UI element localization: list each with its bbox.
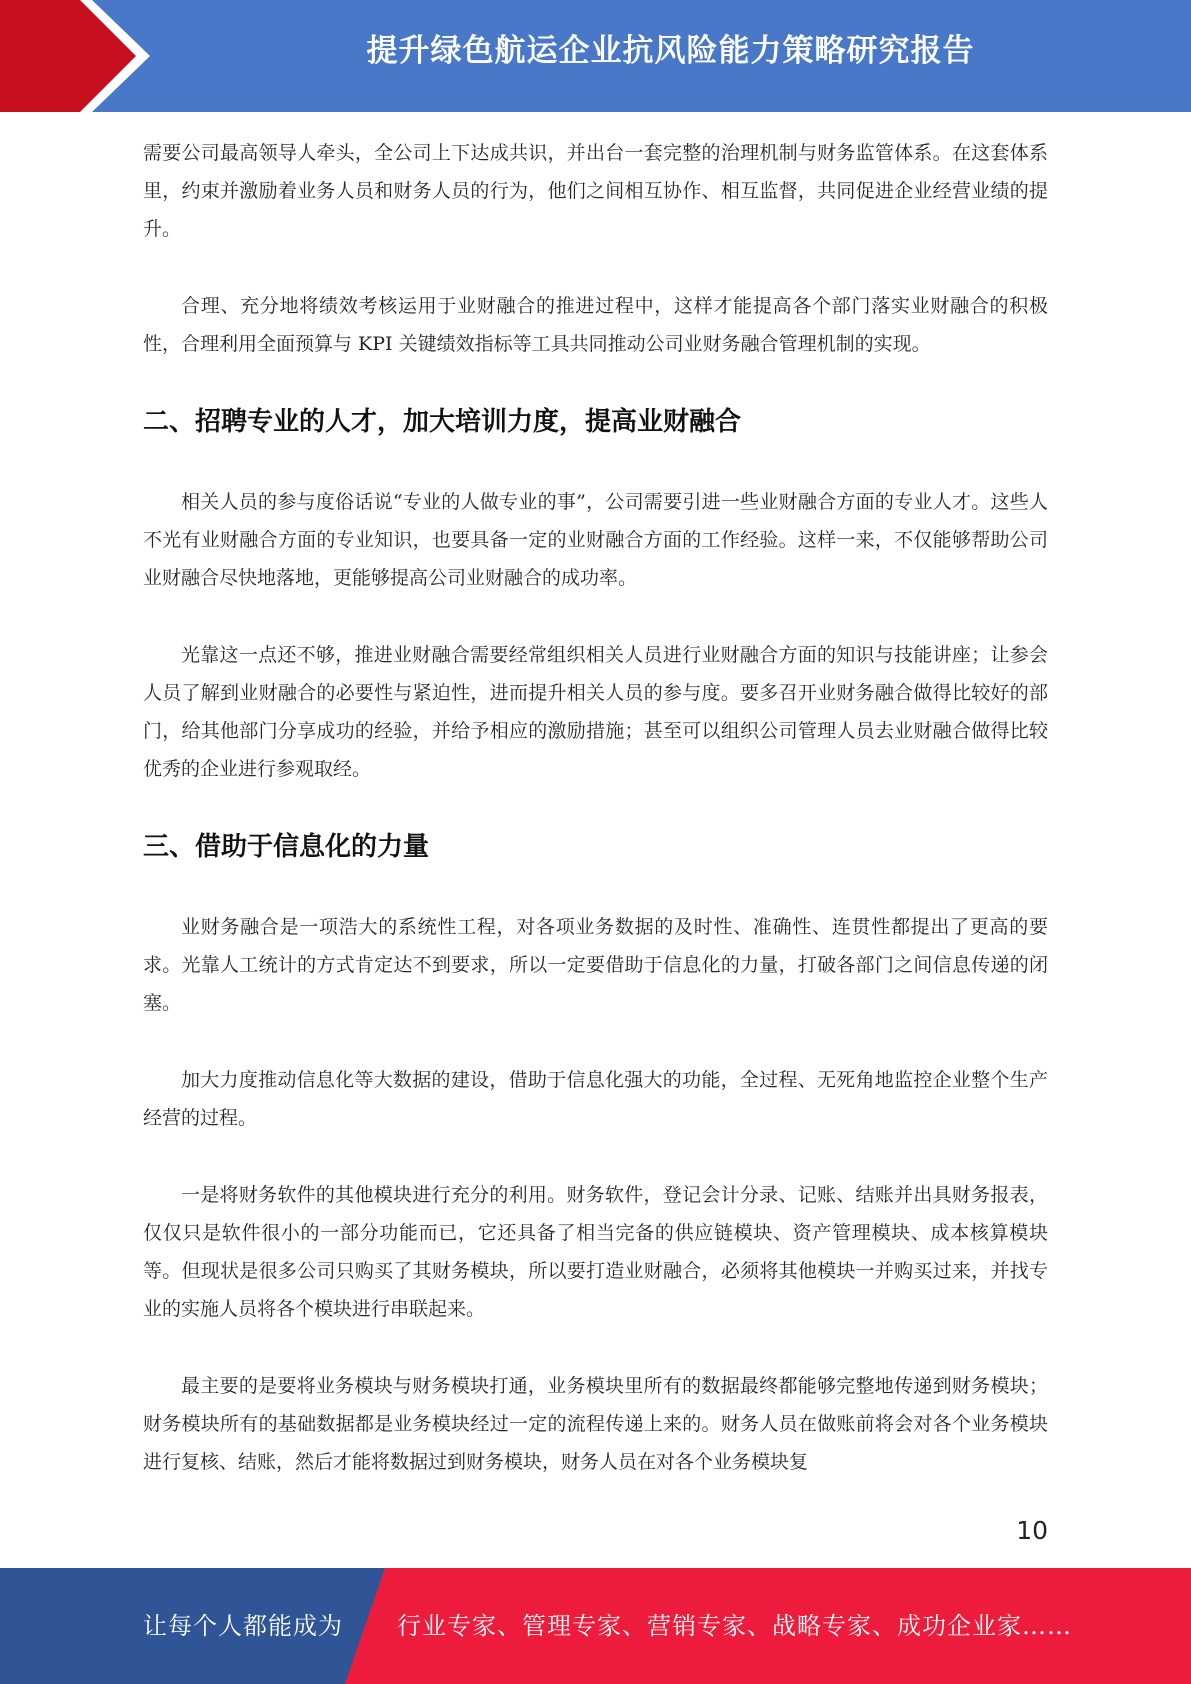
paragraph-1: 需要公司最高领导人牵头，全公司上下达成共识，并出台一套完整的治理机制与财务监管体系。在这套体系里，约束并激励着业务人员和财务人员的行为，他们之间相互协作、相互监督，共同促进企业经营业绩的提升。	[143, 142, 1048, 240]
paragraph-3: 相关人员的参与度俗话说“专业的人做专业的事”，公司需要引进一些业财融合方面的专业人才。这些人不光有业财融合方面的专业知识，也要具备一定的业财融合方面的工作经验。这样一来，不仅能够帮助公司业财融合尽快地落地，更能够提高公司业财融合的成功率。	[143, 491, 1048, 589]
header-chevron-red	[0, 0, 136, 112]
paragraph-4: 光靠这一点还不够，推进业财融合需要经常组织相关人员进行业财融合方面的知识与技能讲座；让参会人员了解到业财融合的必要性与紧迫性，进而提升相关人员的参与度。要多召开业财务融合做得比较好的部门，给其他部门分享成功的经验，并给予相应的激励措施；甚至可以组织公司管理人员去业财融合做得比较优秀的企业进行参观取经。	[143, 644, 1048, 780]
page-footer	[0, 1568, 1191, 1684]
document-title: 提升绿色航运企业抗风险能力策略研究报告	[366, 33, 975, 69]
footer-slogan-right: 行业专家、管理专家、营销专家、战略专家、成功企业家……	[397, 1612, 1072, 1640]
paragraph-6: 加大力度推动信息化等大数据的建设，借助于信息化强大的功能，全过程、无死角地监控企业整个生产经营的过程。	[143, 1069, 1048, 1129]
page-header	[0, 0, 1191, 112]
paragraph-2: 合理、充分地将绩效考核运用于业财融合的推进过程中，这样才能提高各个部门落实业财融合的积极性，合理利用全面预算与 KPI 关键绩效指标等工具共同推动公司业财务融合管理机制的实现。	[143, 295, 1048, 355]
section-heading-3: 三、借助于信息化的力量	[143, 832, 430, 862]
footer-slogan-left: 让每个人都能成为	[143, 1612, 343, 1640]
paragraph-7: 一是将财务软件的其他模块进行充分的利用。财务软件，登记会计分录、记账、结账并出具财务报表，仅仅只是软件很小的一部分功能而已，它还具备了相当完备的供应链模块、资产管理模块、成本核算模块等。但现状是很多公司只购买了其财务模块，所以要打造业财融合，必须将其他模块一并购买过来，并找专业的实施人员将各个模块进行串联起来。	[143, 1184, 1048, 1320]
paragraph-5: 业财务融合是一项浩大的系统性工程，对各项业务数据的及时性、准确性、连贯性都提出了更高的要求。光靠人工统计的方式肯定达不到要求，所以一定要借助于信息化的力量，打破各部门之间信息传递的闭塞。	[143, 916, 1048, 1014]
header-chevron-decoration	[0, 0, 160, 112]
section-heading-2: 二、招聘专业的人才，加大培训力度，提高业财融合	[143, 407, 742, 437]
document-body	[143, 134, 1048, 1520]
page-number: 10	[1016, 1516, 1048, 1545]
paragraph-8: 最主要的是要将业务模块与财务模块打通，业务模块里所有的数据最终都能够完整地传递到财务模块；财务模块所有的基础数据都是业务模块经过一定的流程传递上来的。财务人员在做账前将会对各个业务模块进行复核、结账，然后才能将数据过到财务模块，财务人员在对各个业务模块复	[143, 1375, 1048, 1473]
